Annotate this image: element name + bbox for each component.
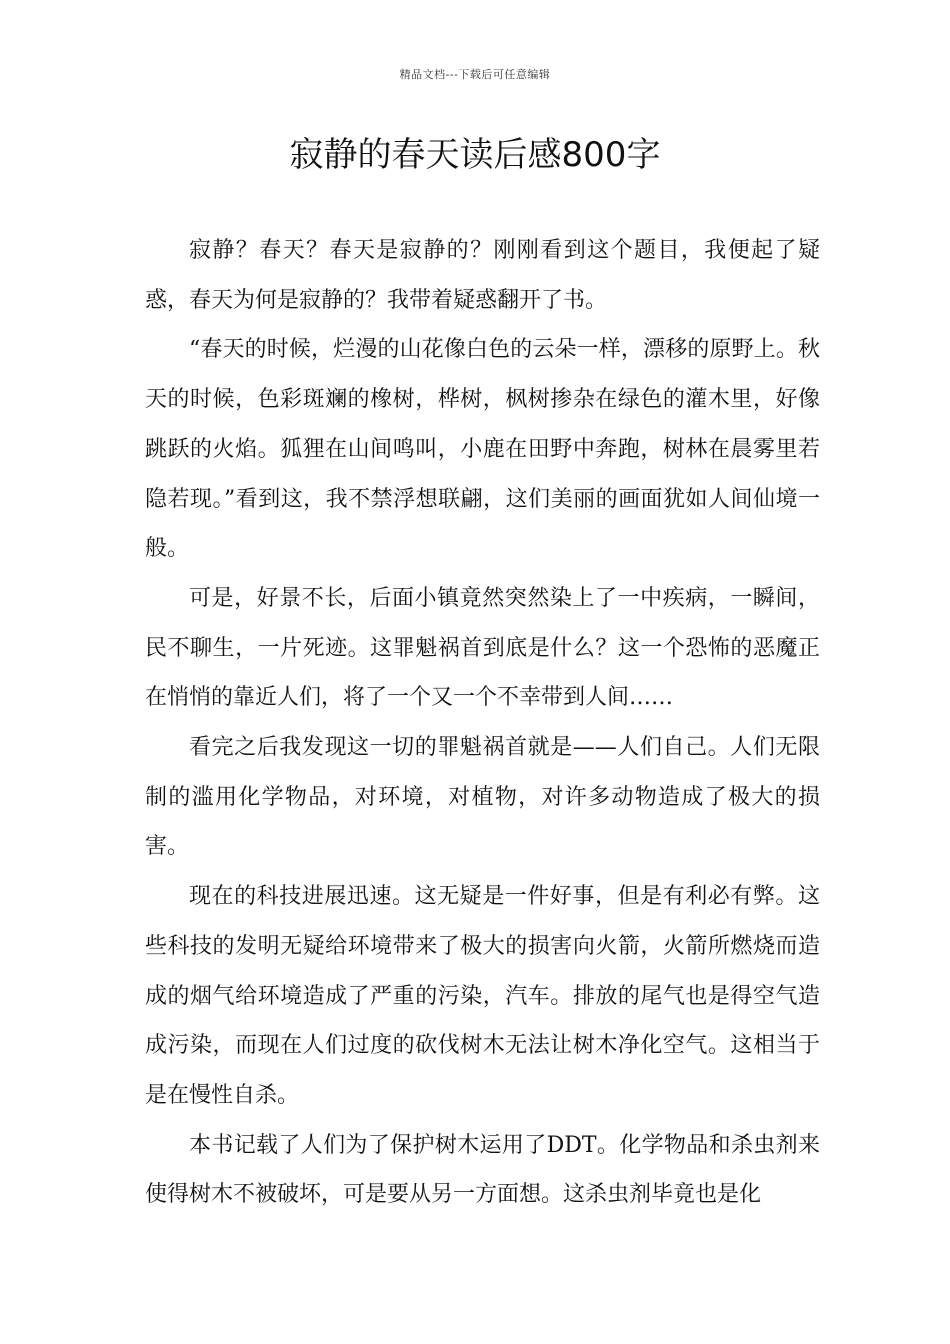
paragraph-6: 本书记载了人们为了保护树木运用了DDT。化学物品和杀虫剂来使得树木不被破坏，可是要从另一方面想。这杀虫剂毕竟也是化 [145,1132,820,1208]
paragraph-3: 可是，好景不长，后面小镇竟然突然染上了一中疾病，一瞬间，民不聊生，一片死迹。这罪魁祸首到底是什么？这一个恐怖的恶魔正在悄悄的靠近人们，将了一个又一个不幸带到人间…… [145,585,820,711]
paragraph-5: 现在的科技进展迅速。这无疑是一件好事，但是有利必有弊。这些科技的发明无疑给环境带来了极大的损害向火箭，火箭所燃烧而造成的烟气给环境造成了严重的污染，汽车。排放的尾气也是得空气造成污染，而现在人们过度的砍伐树木无法让树木净化空气。这相当于是在慢性自杀。 [145,884,820,1108]
page-title: 寂静的春天读后感800字 [289,135,661,175]
paragraph-4: 看完之后我发现这一切的罪魁祸首就是——人们自己。人们无限制的滥用化学物品，对环境，对植物，对许多动物造成了极大的损害。 [145,735,820,860]
paragraph-2: “春天的时候，烂漫的山花像白色的云朵一样，漂移的原野上。秋天的时候，色彩斑斓的橡树，桦树，枫树掺杂在绿色的灌木里，好像跳跃的火焰。狐狸在山间鸣叫，小鹿在田野中奔跑，树林在晨雾里若隐若现。”看到这，我不禁浮想联翩，这们美丽的画面犹如人间仙境一般。 [145,337,820,562]
header-note: 精品文档---下载后可任意编辑 [399,68,551,81]
paragraph-1: 寂静？春天？春天是寂静的？刚刚看到这个题目，我便起了疑惑，春天为何是寂静的？我带着疑惑翻开了书。 [145,238,820,313]
essay-body [145,226,820,1220]
